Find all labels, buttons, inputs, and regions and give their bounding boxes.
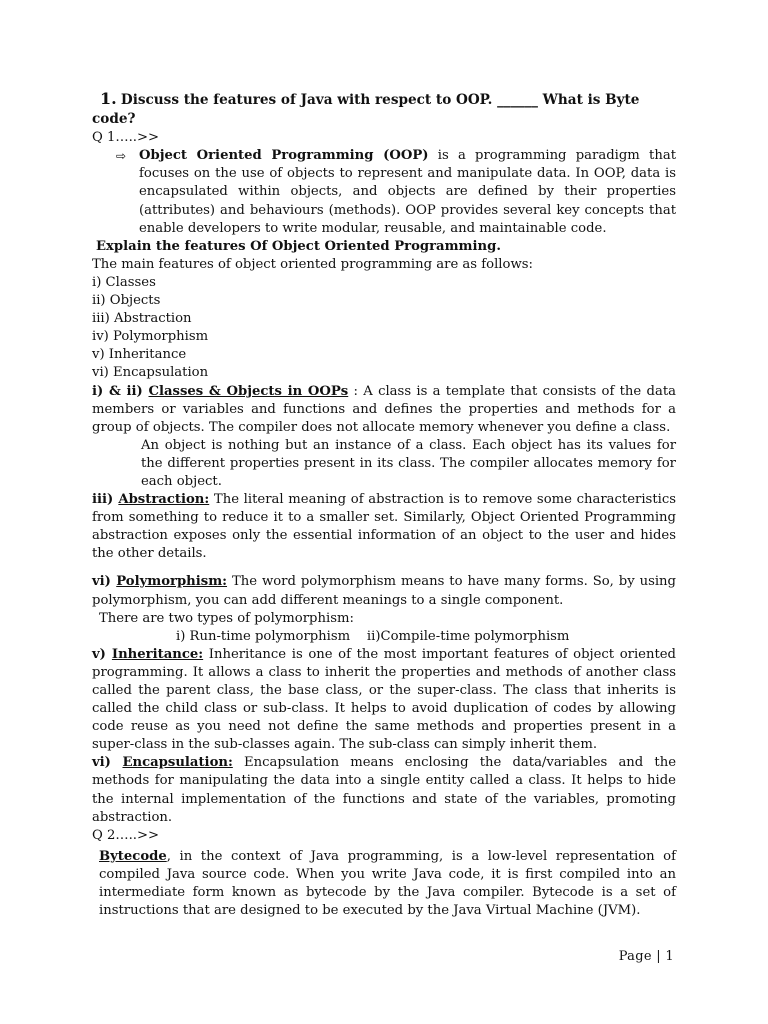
- polymorphism-prefix: vi): [92, 574, 117, 590]
- polymorphism-term: Polymorphism:: [116, 574, 228, 590]
- inheritance-term: Inheritance:: [111, 646, 204, 662]
- abstraction-paragraph: [92, 491, 676, 563]
- oop-intro-paragraph: [139, 147, 676, 237]
- question-number: 1.: [100, 89, 117, 108]
- q1-marker: Q 1…..>>: [92, 130, 160, 146]
- bytecode-text: , in the context of Java programming, is a low-level representation of compiled Java source code. When you write Java code, it is first compiled into an intermediate form known as bytecode by the Java compiler. Bytecode is a set of instructions that are designed to be executed by the Java Virtual Machine (JVM).: [99, 848, 676, 919]
- page-footer: [619, 948, 674, 966]
- footer-label: Page: [618, 949, 652, 964]
- abstraction-prefix: iii): [92, 492, 119, 508]
- inheritance-prefix: v): [92, 646, 112, 662]
- q2-marker: Q 2…..>>: [92, 827, 160, 843]
- oop-intro-bullet: [116, 147, 676, 237]
- bytecode-paragraph: [99, 848, 676, 920]
- list-item: iv) Polymorphism: [92, 329, 209, 345]
- polymorphism-types: i) Run-time polymorphism ii)Compile-time polymorphism: [176, 628, 570, 644]
- classes-prefix: i) & ii): [92, 383, 149, 399]
- document-page: [92, 90, 676, 920]
- list-item: i) Classes: [92, 274, 156, 290]
- page-number: 1: [665, 949, 674, 964]
- encapsulation-text: Encapsulation means enclosing the data/variables and the methods for manipulating the data into a single entity called a class. It helps to hide the internal implementation of the functions and state of the variables, promoting abstraction.: [92, 755, 676, 825]
- inheritance-text: Inheritance is one of the most important features of object oriented programming. It allows a class to inherit the properties and methods of another class called the parent class, the base class, or the super-class. The class that inherits is called the child class or sub-class. It helps to avoid duplication of codes by allowing code reuse as you need not define the same methods and properties present in a super-class in the sub-classes again. The sub-class can simply inherit them.: [92, 646, 677, 753]
- features-intro: The main features of object oriented programming are as follows:: [92, 256, 533, 272]
- encapsulation-term: Encapsulation:: [122, 755, 233, 771]
- classes-paragraph: [92, 383, 676, 437]
- list-item: v) Inheritance: [92, 347, 187, 363]
- footer-separator: |: [656, 949, 661, 964]
- classes-text: : A class is a template that consists of the data members or variables and functions and defines the properties and methods for a group of objects. The compiler does not allocate memory whenever you define a class.: [92, 383, 676, 435]
- spacer: [92, 563, 676, 573]
- polymorphism-types-intro: There are two types of polymorphism:: [99, 610, 354, 626]
- question-text: Discuss the features of Java with respect to OOP. ______ What is Byte code?: [92, 92, 640, 128]
- encapsulation-prefix: vi): [92, 755, 123, 771]
- oop-intro-text: is a programming paradigm that focuses on the use of objects to represent and manipulate data. In OOP, data is encapsulated within objects, and objects are defined by their properties (attributes) and behaviours (methods). OOP provides several key concepts that enable developers to write modular, reusable, and maintainable code.: [139, 148, 676, 236]
- list-item: ii) Objects: [92, 293, 161, 309]
- polymorphism-paragraph: [92, 573, 676, 609]
- polymorphism-text: The word polymorphism means to have many forms. So, by using polymorphism, you can add different meanings to a single component.: [92, 574, 676, 608]
- abstraction-term: Abstraction:: [118, 492, 210, 508]
- abstraction-text: The literal meaning of abstraction is to remove some characteristics from something to reduce it to a smaller set. Similarly, Object Oriented Programming abstraction exposes only the essential information of an object to the user and hides the other details.: [92, 492, 676, 562]
- question-heading: [92, 90, 676, 129]
- inheritance-paragraph: [92, 646, 676, 755]
- encapsulation-paragraph: [92, 754, 676, 826]
- arrow-right-outline-icon: ⇨: [116, 149, 127, 164]
- classes-term: Classes & Objects in OOPs: [148, 383, 349, 399]
- oop-term: Object Oriented Programming (OOP): [139, 148, 429, 164]
- features-heading: Explain the features Of Object Oriented Programming.: [96, 238, 501, 254]
- list-item: vi) Encapsulation: [92, 365, 209, 381]
- features-list: [92, 274, 676, 383]
- bytecode-term: Bytecode: [99, 848, 167, 864]
- list-item: iii) Abstraction: [92, 311, 192, 327]
- objects-paragraph: An object is nothing but an instance of a class. Each object has its values for the different properties present in its class. The compiler allocates memory for each object.: [141, 437, 676, 489]
